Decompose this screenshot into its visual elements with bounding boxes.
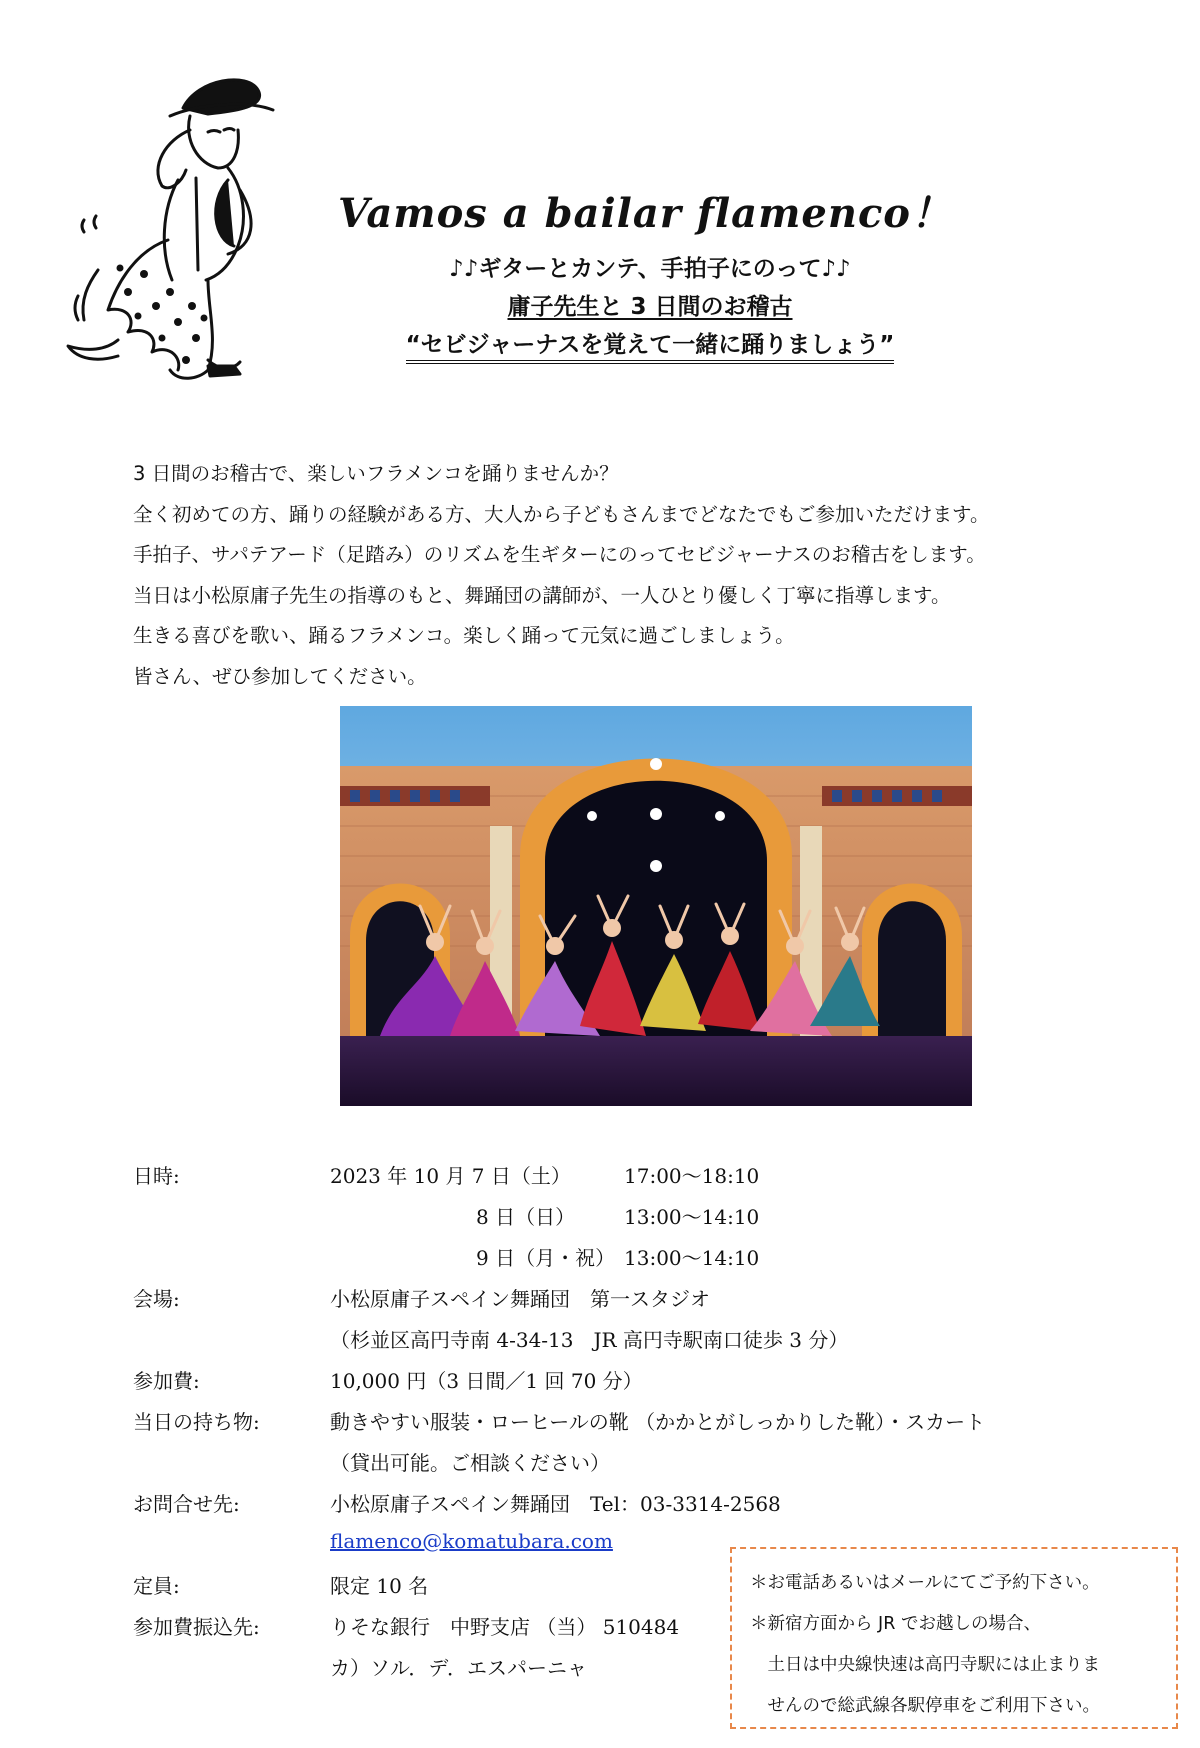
capacity-label: 定員: xyxy=(133,1574,180,1598)
notice-line: ＊お電話あるいはメールにてご予約下さい。 xyxy=(750,1573,1100,1593)
date-3: 9 日（月・祝） xyxy=(476,1246,616,1270)
notice-line: せんので総武線各駅停車をご利用下さい。 xyxy=(750,1696,1100,1716)
intro-line: 皆さん、ぜひ参加してください。 xyxy=(133,664,427,688)
subtitle-sevillanas: “セビジャーナスを覚えて一緒に踊りましょう” xyxy=(330,326,970,359)
flamenco-performance-photo xyxy=(340,706,972,1106)
venue: 小松原庸子スペイン舞踊団 第一スタジオ xyxy=(330,1287,710,1311)
contact-label: お問合せ先: xyxy=(133,1492,240,1516)
flamenco-dancer-illustration xyxy=(58,70,288,400)
notice-line: ＊新宿方面から JR でお越しの場合、 xyxy=(750,1614,1041,1634)
contact: 小松原庸子スペイン舞踊団 Tel：03-3314-2568 xyxy=(330,1492,781,1516)
date-label: 日時: xyxy=(133,1164,180,1188)
venue-label: 会場: xyxy=(133,1287,180,1311)
intro-line: 3 日間のお稽古で、楽しいフラメンコを踊りませんか？ xyxy=(133,462,619,485)
bank-account: カ）ソル．デ．エスパーニャ xyxy=(330,1656,587,1680)
items-label: 当日の持ち物: xyxy=(133,1410,260,1434)
intro-line: 生きる喜びを歌い、踊るフラメンコ。楽しく踊って元気に過ごしましょう。 xyxy=(133,624,795,647)
venue-address: （杉並区高円寺南 4-34-13 JR 高円寺駅南口徒歩 3 分） xyxy=(330,1328,849,1352)
intro-line: 当日は小松原庸子先生の指導のもと、舞踊団の講師が、一人ひとり優しく丁寧に指導します。 xyxy=(133,583,951,607)
items: 動きやすい服装・ローヒールの靴 （かかとがしっかりした靴）・スカート xyxy=(330,1410,986,1434)
reservation-notice xyxy=(730,1547,1178,1729)
time-1: 17:00～18:10 xyxy=(624,1164,760,1188)
bank-label: 参加費振込先: xyxy=(133,1615,260,1639)
email-link[interactable]: flamenco@komatubara.com xyxy=(330,1529,613,1553)
intro-line: 手拍子、サパテアード（足踏み）のリズムを生ギターにのってセビジャーナスのお稽古をします。 xyxy=(133,543,986,566)
page-title: Vamos a bailar flamenco！ xyxy=(338,190,952,237)
notice-line: 土日は中央線快速は高円寺駅には止まりま xyxy=(750,1655,1100,1675)
intro-line: 全く初めての方、踊りの経験がある方、大人から子どもさんまでどなたでもご参加いただけます。 xyxy=(133,502,990,526)
bank: りそな銀行 中野支店 （当） 510484 xyxy=(330,1615,680,1639)
items-note: （貸出可能。ご相談ください） xyxy=(330,1451,610,1475)
time-2: 13:00～14:10 xyxy=(624,1205,760,1229)
date-2: 8 日（日） xyxy=(476,1205,576,1229)
time-3: 13:00～14:10 xyxy=(624,1246,760,1270)
subtitle-three-day-lesson: 庸子先生と 3 日間のお稽古 xyxy=(507,294,793,320)
intro-paragraph xyxy=(133,454,1133,697)
fee-label: 参加費: xyxy=(133,1369,200,1393)
subtitle-guitar-cante: ♪♪ギターとカンテ、手拍子にのって♪♪ xyxy=(449,256,851,282)
capacity: 限定 10 名 xyxy=(330,1574,429,1598)
date-1: 2023 年 10 月 7 日（土） xyxy=(330,1164,571,1188)
fee: 10,000 円（3 日間／1 回 70 分） xyxy=(330,1369,643,1393)
